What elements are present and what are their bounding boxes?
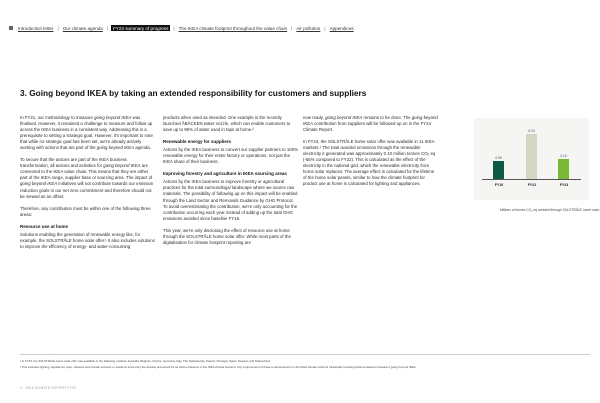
paragraph: In FY21, our methodology to measure going beyond IKEA was finalised. However, it remained a challenge to measure and follow up across the IKEA business in a consistent way. Addressing this is a prerequisite to setting a strategic goal. However, it's important to note that while no strategic goal has been set, we're already actively working with actions that are part of the going beyond IKEA agenda. xyxy=(20,115,153,151)
chart-caption: Millions of tonnes CO₂ eq avoided through SOLSTRÅLE home solar. xyxy=(499,208,600,212)
paragraph: In FY23, the SOLSTRÅLE home solar offer was available in 11 IKEA markets.¹ The total avoided emissions through the renewable electricity it generated was approximately 0.10 million tonnes CO₂ eq (-55% compared to FY22). This is calculated as the effect of the electricity in the national grid, which the renewable electricity from home solar replaces. The average effect is calculated for the lifetime of the home solar panels, similar to how the climate footprint for product use at home is calculated for lighting and appliances. xyxy=(303,139,436,187)
paragraph: Therefore, any contribution must be within one of the following three areas: xyxy=(20,205,151,217)
x-label-fy22: FY22 xyxy=(527,183,537,187)
footnote-divider xyxy=(20,354,590,355)
paragraph: Solutions enabling the generation of renewable energy like, for example, the SOLSTRÅLE home solar offer.¹ It also includes solutions to improve the efficiency of energy- and water-consuming xyxy=(20,231,155,249)
subheading-resource-use: Resource use at home xyxy=(20,223,69,229)
x-label-fy16: FY16 xyxy=(494,183,504,187)
nav-fy23-summary-of-progress[interactable]: FY23 summary of progress xyxy=(113,25,169,31)
x-label-fy23: FY23 xyxy=(559,183,569,187)
bar-fy23: 0.10 xyxy=(558,154,569,179)
text-column-3 xyxy=(303,115,438,194)
text-column-2 xyxy=(163,115,298,252)
paragraph: To secure that the actions are part of the IKEA business transformation, all actions and activities for going beyond IKEA are connected to the IKEA value chain. This means that they are either part of the IKEA range, supplier base or sourcing area. The impact of going beyond IKEA initiatives will not contribute towards our emission reduction goals in our net zero commitment and therefore should not be viewed as an offset. xyxy=(20,157,154,199)
subheading-renewable-energy: Renewable energy for suppliers xyxy=(163,139,232,145)
nav-air-pollution[interactable]: Air pollution xyxy=(296,25,321,31)
nav-our-climate-agenda[interactable]: Our climate agenda xyxy=(62,25,103,31)
bar-chart xyxy=(474,118,589,200)
nav-climate-footprint-value-chain[interactable]: The IKEA climate footprint throughout the value chain xyxy=(178,25,288,31)
subheading-forestry-agriculture: Improving forestry and agriculture in IKEA sourcing areas xyxy=(163,171,287,177)
page-number: 3 · IKEA CLIMATE REPORT FY23 xyxy=(20,386,76,390)
paragraph: Actions by the IKEA business to improve forestry or agricultural practices for the total surroundings/ landscape where we source raw materials. The possibility of following up on this impact will be enabled through the Land Sector and Removals Guidance by GHG Protocol. To avoid overestimating the contribution, we're only accounting for the contribution occurring each year instead of adding up the total GHG emissions avoided since baseline FY16. xyxy=(163,179,298,221)
page-title: 3. Going beyond IKEA by taking an extended responsibility for customers and suppliers xyxy=(20,88,367,98)
chart-plot-area xyxy=(482,128,581,180)
bar-fy16: 0.09 xyxy=(493,156,504,179)
footnote-2: ² This excludes lighting, appliances, taps, showers and circular services or solutions since they are already accounted for as GHG emissions in the IKEA climate footprint. Any improvement of these is accounted for in the IKEA climate footprint (drastically reducing GHG emissions) instead of going beyond IKEA. xyxy=(20,365,417,369)
nav-separator: | xyxy=(291,25,293,31)
paragraph: products when used as intended. One example is the recently launched ÅBÄCKEN water nozzle, which can enable customers to save up to 95% of water used in taps at home.² xyxy=(163,115,291,133)
paragraph: now ready, going beyond IKEA remains to be done. The going beyond IKEA contribution from suppliers will be followed up on in the FY24 Climate Report. xyxy=(303,115,438,133)
footnote-1: ¹ In FY23, the SOLSTRÅLE home solar offer was available in the following markets: Australia, Belgium, France, Germany, Italy, The Netherlands, Poland, Portugal, Spain, Sweden and Switzerland. xyxy=(20,359,271,363)
nav-separator: | xyxy=(106,25,108,31)
nav-appendices[interactable]: Appendices xyxy=(329,25,354,31)
nav-separator: | xyxy=(324,25,326,31)
nav-introduction-letter[interactable]: Introduction letter xyxy=(18,25,54,31)
paragraph: Actions by the IKEA business to convert our supplier partners to 100% renewable energy for their entire factory or operations, not just the IKEA share of their business. xyxy=(163,147,298,165)
text-column-1 xyxy=(20,115,155,256)
menu-square-icon[interactable] xyxy=(9,26,13,30)
paragraph: This year, we're only disclosing the effect of resource use at home through the SOLSTRÅLE home solar offer. While most parts of the digitalisation for climate footprint reporting are xyxy=(163,227,291,245)
nav-separator: | xyxy=(57,25,59,31)
nav-separator: | xyxy=(173,25,175,31)
breadcrumb-nav xyxy=(9,25,355,31)
bar-fy22: 0.23 xyxy=(526,129,537,179)
